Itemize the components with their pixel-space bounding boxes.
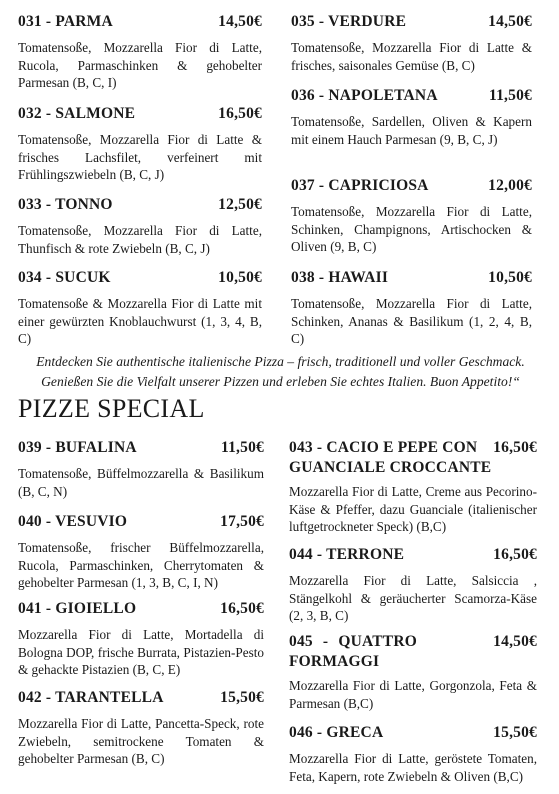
item-description: Mozzarella Fior di Latte, Pancetta-Speck, rote Zwiebeln, semitrockene Tomaten & gehobelter Parmesan (B, C) (18, 716, 264, 767)
item-price: 10,50€ (488, 269, 532, 286)
item-name: 033 - TONNO (18, 196, 113, 213)
item-price: 16,50€ (493, 439, 537, 456)
item-name: 032 - SALMONE (18, 105, 136, 122)
menu-item-046 (289, 723, 537, 785)
item-price: 16,50€ (220, 600, 264, 617)
item-price: 16,50€ (218, 105, 262, 122)
item-name: 041 - GIOIELLO (18, 600, 137, 617)
item-name: 038 - HAWAII (291, 269, 389, 286)
item-name: 043 - CACIO E PEPE CON GUANCIALE CROCCANTE (289, 439, 492, 476)
item-name: 046 - GRECA (289, 724, 384, 741)
menu-item-040 (18, 512, 264, 592)
menu-item-031 (18, 12, 262, 92)
item-description: Tomatensoße & Mozzarella Fior di Latte mit einer gewürzten Knoblauchwurst (1, 3, 4, B, C) (18, 296, 262, 347)
menu-item-032 (18, 104, 262, 184)
item-price: 14,50€ (488, 13, 532, 30)
item-price: 10,50€ (218, 269, 262, 286)
item-description: Mozzarella Fior di Latte, Salsiccia , Stängelkohl & geräucherter Scamorza-Käse (2, 3, B, C) (289, 573, 537, 624)
item-price: 12,50€ (218, 196, 262, 213)
item-price: 11,50€ (221, 439, 264, 456)
item-price: 14,50€ (493, 633, 537, 650)
item-name: 036 - NAPOLETANA (291, 87, 438, 104)
menu-item-035 (291, 12, 532, 74)
item-price: 14,50€ (218, 13, 262, 30)
item-description: Tomatensoße, Sardellen, Oliven & Kapern mit einem Hauch Parmesan (9, B, C, J) (291, 114, 532, 147)
item-description: Mozzarella Fior di Latte, Creme aus Pecorino-Käse & Pfeffer, dazu Guanciale (italienischer luftgetrockneter Speck) (B,C) (289, 484, 537, 535)
item-description: Tomatensoße, Mozzarella Fior di Latte, Schinken, Ananas & Basilikum (1, 2, 4, B, C) (291, 296, 532, 347)
item-price: 17,50€ (220, 513, 264, 530)
menu-item-039 (18, 438, 264, 500)
item-description: Tomatensoße, Mozzarella Fior di Latte, Thunfisch & rote Zwiebeln (B, C, J) (18, 223, 262, 256)
menu-item-041 (18, 599, 264, 679)
item-price: 16,50€ (493, 546, 537, 563)
item-name: 035 - VERDURE (291, 13, 407, 30)
item-description: Tomatensoße, Mozzarella Fior di Latte & frisches, saisonales Gemüse (B, C) (291, 40, 532, 73)
item-name: 039 - BUFALINA (18, 439, 137, 456)
item-description: Tomatensoße, Mozzarella Fior di Latte, Rucola, Parmaschinken & gehobelter Parmesan (B, C, I) (18, 40, 262, 91)
item-description: Mozzarella Fior di Latte, Gorgonzola, Feta & Parmesan (B,C) (289, 678, 537, 711)
item-name: 040 - VESUVIO (18, 513, 128, 530)
item-description: Mozzarella Fior di Latte, Mortadella di Bologna DOP, frische Burrata, Pistazien-Pesto & gehackte Pistazien (B, C, E) (18, 627, 264, 678)
item-description: Mozzarella Fior di Latte, geröstete Tomaten, Feta, Kapern, rote Zwiebeln & Oliven (B,C) (289, 751, 537, 784)
menu-item-043 (289, 438, 537, 536)
menu-item-045 (289, 632, 537, 712)
menu-item-033 (18, 195, 262, 257)
menu-item-044 (289, 545, 537, 625)
item-name: 037 - CAPRICIOSA (291, 177, 429, 194)
item-name: 042 - TARANTELLA (18, 689, 164, 706)
item-name: 045 - QUATTRO FORMAGGI (289, 633, 417, 670)
menu-item-036 (291, 86, 532, 148)
item-description: Tomatensoße, Mozzarella Fior di Latte, Schinken, Champignons, Artischocken & Oliven (9, B, C) (291, 204, 532, 255)
menu-item-037 (291, 176, 532, 256)
item-price: 11,50€ (489, 87, 532, 104)
item-description: Tomatensoße, Mozzarella Fior di Latte & frisches Lachsfilet, verfeinert mit Frühlingszwiebeln (B, C, J) (18, 132, 262, 183)
item-name: 034 - SUCUK (18, 269, 111, 286)
item-description: Tomatensoße, Büffelmozzarella & Basilikum (B, C, N) (18, 466, 264, 499)
item-price: 15,50€ (493, 724, 537, 741)
menu-item-034 (18, 268, 262, 348)
item-description: Tomatensoße, frischer Büffelmozzarella, Rucola, Parmaschinken, Cherrytomaten & gehobelter Parmesan (1, 3, B, C, I, N) (18, 540, 264, 591)
item-name: 044 - TERRONE (289, 546, 405, 563)
menu-item-042 (18, 688, 264, 768)
section-title: PIZZE SPECIAL (18, 394, 205, 423)
menu-item-038 (291, 268, 532, 348)
item-name: 031 - PARMA (18, 13, 113, 30)
item-price: 12,00€ (488, 177, 532, 194)
intro-text: Entdecken Sie authentische italienische Pizza – frisch, traditionell und voller Geschmack. Genießen Sie die Vielfalt unserer Pizzen und erleben Sie echtes Italien. Buon Appetito!“ (36, 354, 525, 389)
item-price: 15,50€ (220, 689, 264, 706)
